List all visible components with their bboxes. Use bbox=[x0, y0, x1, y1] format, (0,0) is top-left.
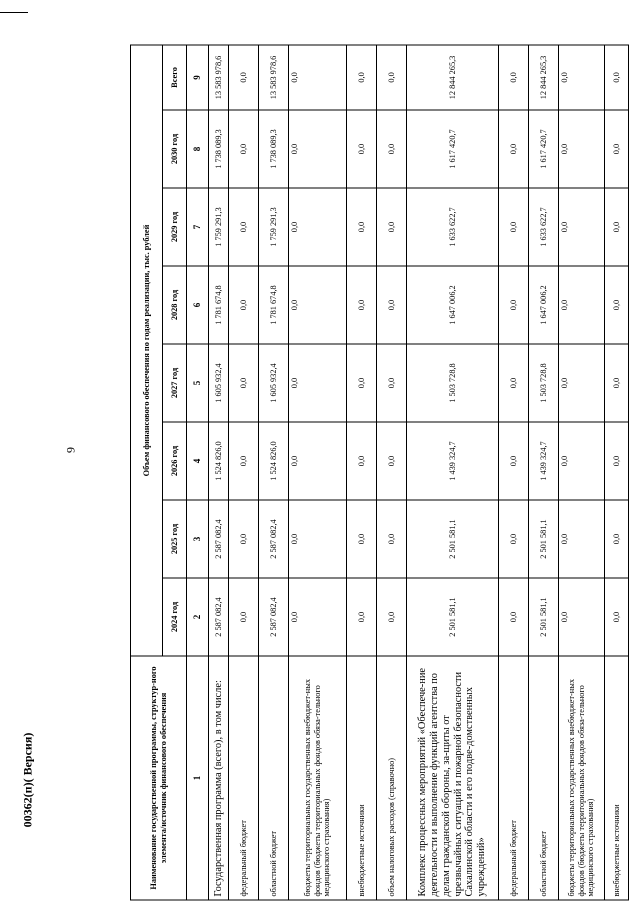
row-name: бюджеты территориальных государственных внебюджет-ных фондов (бюджеты территориальных фондов обяза-тельного медицинского страхования) bbox=[289, 656, 347, 900]
year-header: 2025 год bbox=[163, 500, 187, 578]
value-cell: 2 501 581,1 bbox=[407, 578, 499, 656]
year-header: 2024 год bbox=[163, 578, 187, 656]
column-number: 6 bbox=[187, 266, 209, 344]
value-cell: 0,0 bbox=[347, 500, 377, 578]
page-number: 9 bbox=[63, 447, 78, 453]
year-header: 2027 год bbox=[163, 344, 187, 422]
value-cell: 2 501 581,1 bbox=[529, 578, 559, 656]
column-number: 8 bbox=[187, 110, 209, 188]
value-cell: 0,0 bbox=[605, 45, 629, 110]
value-cell: 0,0 bbox=[229, 500, 259, 578]
value-cell: 0,0 bbox=[289, 45, 347, 110]
value-cell: 0,0 bbox=[499, 344, 529, 422]
value-cell: 0,0 bbox=[229, 45, 259, 110]
value-cell: 0,0 bbox=[347, 45, 377, 110]
value-cell: 1 738 089,3 bbox=[259, 110, 289, 188]
column-number: 7 bbox=[187, 188, 209, 266]
table-row bbox=[377, 45, 407, 900]
value-cell: 0,0 bbox=[347, 266, 377, 344]
value-cell: 0,0 bbox=[289, 266, 347, 344]
value-cell: 0,0 bbox=[559, 578, 605, 656]
value-cell: 0,0 bbox=[499, 500, 529, 578]
value-cell: 0,0 bbox=[229, 344, 259, 422]
table-row bbox=[499, 45, 529, 900]
table-row bbox=[605, 45, 629, 900]
column-number: 3 bbox=[187, 500, 209, 578]
value-cell: 0,0 bbox=[559, 344, 605, 422]
value-cell: 1 633 622,7 bbox=[529, 188, 559, 266]
value-cell: 0,0 bbox=[229, 110, 259, 188]
value-cell: 0,0 bbox=[229, 266, 259, 344]
value-cell: 1 503 728,8 bbox=[529, 344, 559, 422]
value-cell: 0,0 bbox=[605, 110, 629, 188]
row-name: объем налоговых расходов (справочно) bbox=[377, 656, 407, 900]
value-cell: 1 439 324,7 bbox=[407, 422, 499, 500]
value-cell: 0,0 bbox=[605, 422, 629, 500]
year-header: 2030 год bbox=[163, 110, 187, 188]
value-cell: 2 587 082,4 bbox=[209, 500, 229, 578]
value-cell: 0,0 bbox=[559, 266, 605, 344]
value-cell: 1 738 089,3 bbox=[209, 110, 229, 188]
value-cell: 0,0 bbox=[347, 188, 377, 266]
value-cell: 0,0 bbox=[377, 500, 407, 578]
row-name: внебюджетные источники bbox=[605, 656, 629, 900]
value-cell: 0,0 bbox=[499, 45, 529, 110]
table-row bbox=[229, 45, 259, 900]
value-cell: 0,0 bbox=[605, 578, 629, 656]
value-cell: 0,0 bbox=[499, 266, 529, 344]
value-cell: 12 844 265,3 bbox=[407, 45, 499, 110]
value-cell: 0,0 bbox=[499, 578, 529, 656]
financing-table bbox=[130, 44, 629, 900]
value-cell: 1 647 006,2 bbox=[529, 266, 559, 344]
year-header: 2026 год bbox=[163, 422, 187, 500]
table-row bbox=[347, 45, 377, 900]
value-cell: 1 759 291,3 bbox=[259, 188, 289, 266]
column-number: 1 bbox=[187, 656, 209, 900]
value-cell: 0,0 bbox=[499, 188, 529, 266]
table-row bbox=[209, 45, 229, 900]
value-cell: 1 781 674,8 bbox=[259, 266, 289, 344]
year-header: 2028 год bbox=[163, 266, 187, 344]
value-cell: 1 524 826,0 bbox=[209, 422, 229, 500]
value-cell: 0,0 bbox=[559, 110, 605, 188]
row-name: бюджеты территориальных государственных внебюджет-ных фондов (бюджеты территориальных фондов обяза-тельного медицинского страхования) bbox=[559, 656, 605, 900]
value-cell: 0,0 bbox=[347, 110, 377, 188]
value-cell: 0,0 bbox=[347, 578, 377, 656]
table-row bbox=[259, 45, 289, 900]
value-cell: 0,0 bbox=[559, 500, 605, 578]
value-cell: 0,0 bbox=[289, 500, 347, 578]
footer-version: 00362(п)( Версия) bbox=[20, 732, 35, 828]
value-cell: 0,0 bbox=[377, 110, 407, 188]
table-row bbox=[529, 45, 559, 900]
value-cell: 0,0 bbox=[559, 188, 605, 266]
value-cell: 0,0 bbox=[377, 188, 407, 266]
row-name: внебюджетные источники bbox=[347, 656, 377, 900]
row-name: Государственная программа (всего), в том числе: bbox=[209, 656, 229, 900]
value-cell: 2 501 581,1 bbox=[529, 500, 559, 578]
value-cell: 0,0 bbox=[229, 578, 259, 656]
value-cell: 1 617 420,7 bbox=[529, 110, 559, 188]
value-cell: 1 605 932,4 bbox=[259, 344, 289, 422]
value-cell: 0,0 bbox=[605, 344, 629, 422]
year-header: Всего bbox=[163, 45, 187, 110]
value-cell: 2 587 082,4 bbox=[209, 578, 229, 656]
row-name: областной бюджет bbox=[529, 656, 559, 900]
value-cell: 13 583 978,6 bbox=[259, 45, 289, 110]
value-cell: 1 781 674,8 bbox=[209, 266, 229, 344]
value-cell: 0,0 bbox=[605, 188, 629, 266]
corner-rule bbox=[0, 12, 28, 13]
value-cell: 1 617 420,7 bbox=[407, 110, 499, 188]
table-row bbox=[559, 45, 605, 900]
column-number: 4 bbox=[187, 422, 209, 500]
value-cell: 12 844 265,3 bbox=[529, 45, 559, 110]
value-cell: 0,0 bbox=[289, 422, 347, 500]
value-cell: 0,0 bbox=[499, 422, 529, 500]
value-cell: 0,0 bbox=[377, 266, 407, 344]
value-cell: 1 503 728,8 bbox=[407, 344, 499, 422]
value-cell: 0,0 bbox=[289, 344, 347, 422]
column-number: 2 bbox=[187, 578, 209, 656]
header-name: Наименование государственной программы, структур-ного элемента/источник финансового обеспечения bbox=[131, 656, 187, 900]
value-cell: 1 633 622,7 bbox=[407, 188, 499, 266]
value-cell: 0,0 bbox=[289, 188, 347, 266]
value-cell: 2 501 581,1 bbox=[407, 500, 499, 578]
value-cell: 0,0 bbox=[377, 578, 407, 656]
value-cell: 0,0 bbox=[377, 422, 407, 500]
value-cell: 13 583 978,6 bbox=[209, 45, 229, 110]
value-cell: 0,0 bbox=[289, 110, 347, 188]
value-cell: 2 587 082,4 bbox=[259, 578, 289, 656]
value-cell: 0,0 bbox=[559, 45, 605, 110]
value-cell: 0,0 bbox=[605, 266, 629, 344]
table-row bbox=[289, 45, 347, 900]
value-cell: 1 524 826,0 bbox=[259, 422, 289, 500]
column-number: 5 bbox=[187, 344, 209, 422]
column-number: 9 bbox=[187, 45, 209, 110]
row-name: федеральный бюджет bbox=[229, 656, 259, 900]
value-cell: 0,0 bbox=[377, 45, 407, 110]
value-cell: 0,0 bbox=[347, 344, 377, 422]
row-name: Комплекс процессных мероприятий «Обеспече-ние деятельности и выполнение функций агентства по делам гражданской обороны, за-щиты от чрезвычайных ситуаций и пожарной безопасности Сахалинской области и его подве-домственных учреждений» bbox=[407, 656, 499, 900]
row-name: областной бюджет bbox=[259, 656, 289, 900]
value-cell: 0,0 bbox=[559, 422, 605, 500]
value-cell: 0,0 bbox=[347, 422, 377, 500]
value-cell: 0,0 bbox=[229, 188, 259, 266]
rotated-sheet bbox=[130, 46, 621, 901]
header-volume: Объем финансового обеспечения по годам реализации, тыс. рублей bbox=[131, 45, 163, 656]
value-cell: 1 605 932,4 bbox=[209, 344, 229, 422]
year-header: 2029 год bbox=[163, 188, 187, 266]
value-cell: 0,0 bbox=[229, 422, 259, 500]
value-cell: 1 647 006,2 bbox=[407, 266, 499, 344]
value-cell: 1 759 291,3 bbox=[209, 188, 229, 266]
value-cell: 1 439 324,7 bbox=[529, 422, 559, 500]
value-cell: 0,0 bbox=[499, 110, 529, 188]
value-cell: 0,0 bbox=[289, 578, 347, 656]
value-cell: 0,0 bbox=[605, 500, 629, 578]
table-row bbox=[407, 45, 499, 900]
value-cell: 2 587 082,4 bbox=[259, 500, 289, 578]
row-name: федеральный бюджет bbox=[499, 656, 529, 900]
value-cell: 0,0 bbox=[377, 344, 407, 422]
